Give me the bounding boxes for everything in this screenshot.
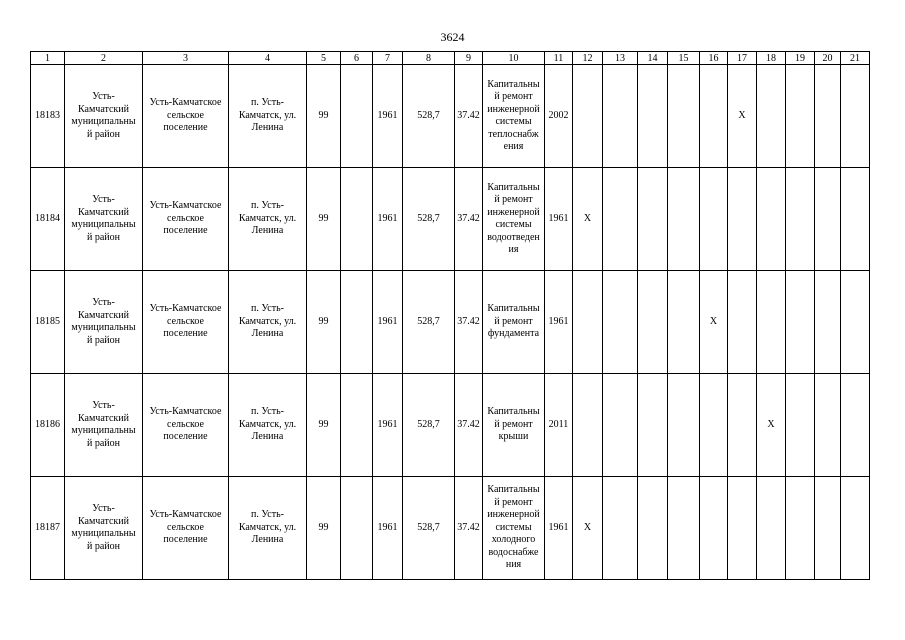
column-16-cell [700,65,728,168]
column-number-header: 12 [573,52,603,65]
column-number-header: 6 [341,52,373,65]
settlement-cell: Усть-Камчатское сельское поселение [143,477,229,580]
column-17-cell [728,168,757,271]
column-18-cell [757,168,786,271]
work-type-cell: Капитальны й ремонт крыши [483,374,545,477]
column-6-cell [341,65,373,168]
column-number-header: 2 [65,52,143,65]
column-19-cell [786,168,815,271]
settlement-cell: Усть-Камчатское сельское поселение [143,374,229,477]
column-20-cell [815,477,841,580]
column-14-cell [638,271,668,374]
column-9-cell: 37.42 [455,374,483,477]
column-6-cell [341,477,373,580]
column-number-header: 11 [545,52,573,65]
table-row [31,168,870,271]
column-number-header: 4 [229,52,307,65]
column-21-cell [841,477,870,580]
column-number-header: 18 [757,52,786,65]
column-number-header: 14 [638,52,668,65]
column-12-cell [573,65,603,168]
last-repair-year-cell: 2011 [545,374,573,477]
year-built-cell: 1961 [373,65,403,168]
column-20-cell [815,374,841,477]
column-6-cell [341,271,373,374]
column-9-cell: 37.42 [455,477,483,580]
column-17-cell [728,271,757,374]
work-type-cell: Капитальны й ремонт фундамента [483,271,545,374]
settlement-cell: Усть-Камчатское сельское поселение [143,168,229,271]
column-17-cell: X [728,65,757,168]
last-repair-year-cell: 1961 [545,477,573,580]
column-20-cell [815,65,841,168]
year-built-cell: 1961 [373,477,403,580]
column-number-header: 21 [841,52,870,65]
column-14-cell [638,477,668,580]
column-18-cell: X [757,374,786,477]
column-21-cell [841,168,870,271]
record-id-cell: 18183 [31,65,65,168]
column-number-header: 15 [668,52,700,65]
settlement-cell: Усть-Камчатское сельское поселение [143,65,229,168]
house-number-cell: 99 [307,477,341,580]
column-number-header-row [31,52,870,65]
column-17-cell [728,374,757,477]
column-16-cell [700,477,728,580]
column-number-header: 8 [403,52,455,65]
record-id-cell: 18187 [31,477,65,580]
settlement-cell: Усть-Камчатское сельское поселение [143,271,229,374]
area-cell: 528,7 [403,374,455,477]
column-9-cell: 37.42 [455,271,483,374]
column-13-cell [603,168,638,271]
address-cell: п. Усть- Камчатск, ул. Ленина [229,374,307,477]
column-16-cell [700,374,728,477]
column-9-cell: 37.42 [455,65,483,168]
column-6-cell [341,374,373,477]
column-19-cell [786,374,815,477]
municipality-cell: Усть- Камчатский муниципальны й район [65,168,143,271]
year-built-cell: 1961 [373,374,403,477]
column-number-header: 16 [700,52,728,65]
column-18-cell [757,65,786,168]
column-14-cell [638,374,668,477]
area-cell: 528,7 [403,65,455,168]
column-18-cell [757,271,786,374]
address-cell: п. Усть- Камчатск, ул. Ленина [229,271,307,374]
address-cell: п. Усть- Камчатск, ул. Ленина [229,65,307,168]
column-number-header: 10 [483,52,545,65]
column-number-header: 17 [728,52,757,65]
column-15-cell [668,477,700,580]
repair-schedule-table [30,51,870,580]
year-built-cell: 1961 [373,271,403,374]
column-number-header: 1 [31,52,65,65]
last-repair-year-cell: 2002 [545,65,573,168]
column-14-cell [638,168,668,271]
table-row [31,477,870,580]
area-cell: 528,7 [403,477,455,580]
last-repair-year-cell: 1961 [545,271,573,374]
column-19-cell [786,477,815,580]
column-15-cell [668,168,700,271]
area-cell: 528,7 [403,271,455,374]
column-20-cell [815,168,841,271]
column-13-cell [603,477,638,580]
address-cell: п. Усть- Камчатск, ул. Ленина [229,168,307,271]
column-17-cell [728,477,757,580]
record-id-cell: 18185 [31,271,65,374]
column-15-cell [668,271,700,374]
column-12-cell: X [573,477,603,580]
year-built-cell: 1961 [373,168,403,271]
column-number-header: 7 [373,52,403,65]
column-19-cell [786,271,815,374]
work-type-cell: Капитальны й ремонт инженерной системы холодного водоснабже ния [483,477,545,580]
table-row [31,271,870,374]
table-row [31,374,870,477]
column-12-cell: X [573,168,603,271]
column-20-cell [815,271,841,374]
column-6-cell [341,168,373,271]
column-15-cell [668,65,700,168]
column-21-cell [841,65,870,168]
area-cell: 528,7 [403,168,455,271]
table-body [31,52,870,580]
column-13-cell [603,65,638,168]
address-cell: п. Усть- Камчатск, ул. Ленина [229,477,307,580]
municipality-cell: Усть- Камчатский муниципальны й район [65,374,143,477]
column-19-cell [786,65,815,168]
municipality-cell: Усть- Камчатский муниципальны й район [65,65,143,168]
column-number-header: 13 [603,52,638,65]
column-13-cell [603,374,638,477]
work-type-cell: Капитальны й ремонт инженерной системы теплоснабж ения [483,65,545,168]
column-12-cell [573,374,603,477]
column-number-header: 3 [143,52,229,65]
record-id-cell: 18186 [31,374,65,477]
column-21-cell [841,271,870,374]
column-12-cell [573,271,603,374]
column-number-header: 19 [786,52,815,65]
column-21-cell [841,374,870,477]
table-row [31,65,870,168]
house-number-cell: 99 [307,65,341,168]
column-18-cell [757,477,786,580]
record-id-cell: 18184 [31,168,65,271]
column-13-cell [603,271,638,374]
house-number-cell: 99 [307,271,341,374]
column-16-cell: X [700,271,728,374]
column-15-cell [668,374,700,477]
house-number-cell: 99 [307,168,341,271]
municipality-cell: Усть- Камчатский муниципальны й район [65,477,143,580]
last-repair-year-cell: 1961 [545,168,573,271]
column-number-header: 20 [815,52,841,65]
column-16-cell [700,168,728,271]
column-9-cell: 37.42 [455,168,483,271]
work-type-cell: Капитальны й ремонт инженерной системы водоотведен ия [483,168,545,271]
municipality-cell: Усть- Камчатский муниципальны й район [65,271,143,374]
column-number-header: 5 [307,52,341,65]
column-14-cell [638,65,668,168]
house-number-cell: 99 [307,374,341,477]
column-number-header: 9 [455,52,483,65]
page-number: 3624 [440,30,465,44]
